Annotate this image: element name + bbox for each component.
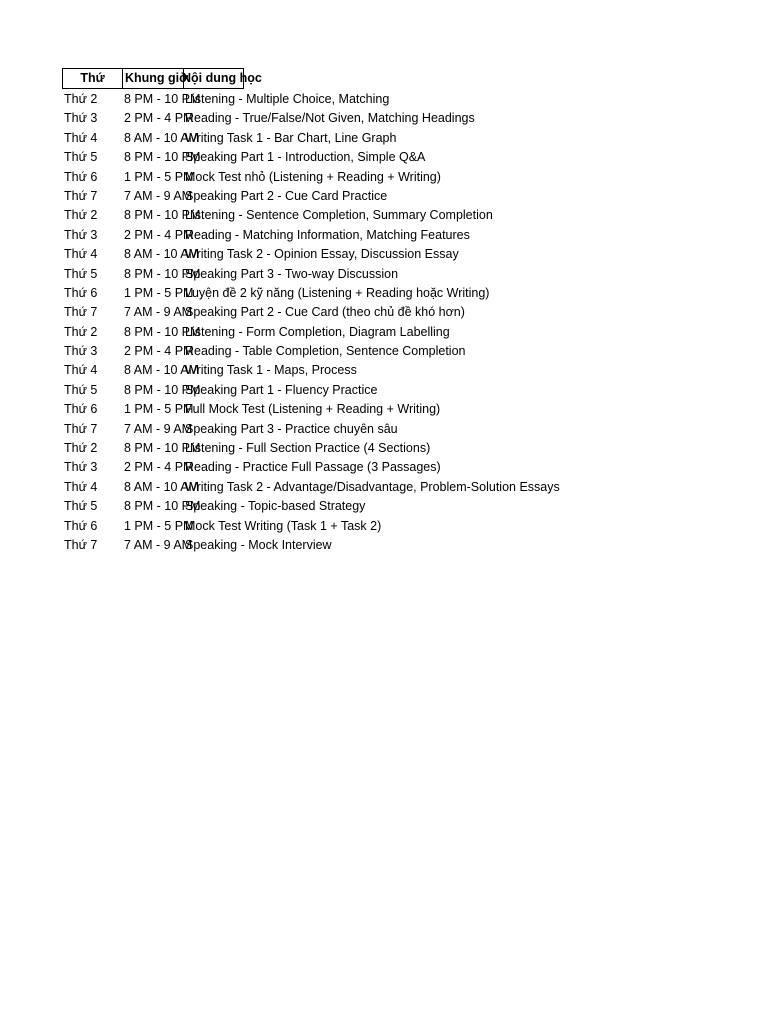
cell-noi-dung: Writing Task 2 - Advantage/Disadvantage, Problem-Solution Essays [185, 479, 560, 494]
cell-noi-dung: Speaking Part 3 - Practice chuyên sâu [185, 421, 398, 436]
cell-khung-gio: 8 PM - 10 PM [124, 92, 201, 106]
cell-noi-dung: Reading - Practice Full Passage (3 Passages) [185, 460, 441, 475]
cell-noi-dung: Full Mock Test (Listening + Reading + Writing) [185, 402, 441, 417]
cell-khung-gio: 7 AM - 9 AM [124, 188, 193, 203]
cell-thu: Thứ 3 [64, 227, 98, 242]
cell-thu: Thứ 7 [64, 421, 98, 436]
cell-noi-dung: Reading - True/False/Not Given, Matching Headings [185, 111, 475, 126]
cell-thu: Thứ 2 [64, 208, 98, 223]
cell-thu: Thứ 3 [64, 111, 98, 126]
cell-thu: Thứ 2 [64, 441, 98, 456]
cell-khung-gio: 2 PM - 4 PM [124, 111, 194, 126]
cell-thu: Thứ 6 [64, 518, 98, 533]
cell-noi-dung: Speaking Part 1 - Fluency Practice [185, 382, 378, 397]
cell-thu: Thứ 3 [64, 344, 98, 359]
header-cell-noi-dung [182, 68, 262, 89]
cell-noi-dung: Listening - Full Section Practice (4 Sections) [185, 441, 431, 456]
cell-thu: Thứ 5 [64, 266, 98, 281]
cell-khung-gio: 8 PM - 10 PM [124, 499, 201, 514]
cell-thu: Thứ 7 [64, 305, 98, 320]
cell-thu: Thứ 4 [64, 363, 98, 378]
cell-khung-gio: 7 AM - 9 AM [124, 421, 193, 436]
cell-noi-dung: Speaking Part 2 - Cue Card Practice [185, 188, 388, 203]
cell-khung-gio: 1 PM - 5 PM [124, 402, 194, 417]
cell-noi-dung: Writing Task 2 - Opinion Essay, Discussion Essay [185, 247, 459, 262]
cell-khung-gio: 8 PM - 10 PM [124, 208, 201, 223]
cell-noi-dung: Speaking Part 3 - Two-way Discussion [185, 266, 399, 281]
cell-thu: Thứ 4 [64, 130, 98, 145]
cell-khung-gio: 2 PM - 4 PM [124, 344, 194, 359]
cell-khung-gio: 8 PM - 10 PM [124, 441, 201, 456]
cell-thu: Thứ 6 [64, 169, 98, 184]
cell-khung-gio: 8 PM - 10 PM [124, 150, 201, 165]
cell-noi-dung: Speaking - Topic-based Strategy [185, 499, 366, 514]
cell-khung-gio: 8 AM - 10 AM [124, 363, 200, 378]
cell-khung-gio: 8 AM - 10 AM [124, 479, 200, 494]
cell-thu: Thứ 5 [64, 499, 98, 514]
cell-noi-dung: Mock Test nhỏ (Listening + Reading + Writing) [185, 169, 441, 184]
cell-khung-gio: 2 PM - 4 PM [124, 227, 194, 242]
cell-noi-dung: Speaking - Mock Interview [185, 537, 332, 552]
cell-thu: Thứ 6 [64, 285, 98, 300]
header-cell-khung-gio: Khung giờ [123, 68, 184, 89]
cell-khung-gio: 7 AM - 9 AM [124, 537, 193, 552]
cell-noi-dung: Writing Task 1 - Maps, Process [185, 363, 357, 378]
cell-noi-dung: Writing Task 1 - Bar Chart, Line Graph [185, 130, 397, 145]
cell-noi-dung: Reading - Matching Information, Matching Features [185, 227, 470, 242]
cell-thu: Thứ 4 [64, 479, 98, 494]
cell-thu: Thứ 3 [64, 460, 98, 475]
cell-khung-gio: 8 PM - 10 PM [124, 324, 201, 339]
cell-khung-gio: 1 PM - 5 PM [124, 285, 194, 300]
cell-thu: Thứ 4 [64, 247, 98, 262]
cell-noi-dung: Listening - Form Completion, Diagram Labelling [185, 324, 450, 339]
cell-khung-gio: 8 PM - 10 PM [124, 382, 201, 397]
cell-khung-gio: 7 AM - 9 AM [124, 305, 193, 320]
cell-thu: Thứ 2 [64, 324, 98, 339]
header-noi-dung-text: Nội dung học [182, 71, 262, 85]
cell-noi-dung: Luyện đề 2 kỹ năng (Listening + Reading hoặc Writing) [185, 285, 490, 300]
cell-thu: Thứ 7 [64, 188, 98, 203]
cell-noi-dung: Mock Test Writing (Task 1 + Task 2) [185, 518, 382, 533]
cell-khung-gio: 2 PM - 4 PM [124, 460, 194, 475]
cell-khung-gio: 8 AM - 10 AM [124, 130, 200, 145]
cell-thu: Thứ 6 [64, 402, 98, 417]
cell-noi-dung: Reading - Table Completion, Sentence Completion [185, 344, 466, 359]
cell-thu: Thứ 7 [64, 537, 98, 552]
cell-thu: Thứ 5 [64, 382, 98, 397]
cell-khung-gio: 8 PM - 10 PM [124, 266, 201, 281]
cell-noi-dung: Speaking Part 2 - Cue Card (theo chủ đề khó hơn) [185, 305, 465, 320]
cell-thu: Thứ 5 [64, 150, 98, 165]
cell-noi-dung: Listening - Sentence Completion, Summary Completion [185, 208, 493, 223]
cell-khung-gio: 1 PM - 5 PM [124, 518, 194, 533]
cell-noi-dung: Speaking Part 1 - Introduction, Simple Q&A [185, 150, 426, 165]
cell-khung-gio: 8 AM - 10 AM [124, 247, 200, 262]
cell-thu: Thứ 2 [64, 92, 98, 106]
cell-noi-dung: Listening - Multiple Choice, Matching [185, 92, 390, 106]
header-cell-thu: Thứ [62, 68, 123, 89]
cell-khung-gio: 1 PM - 5 PM [124, 169, 194, 184]
